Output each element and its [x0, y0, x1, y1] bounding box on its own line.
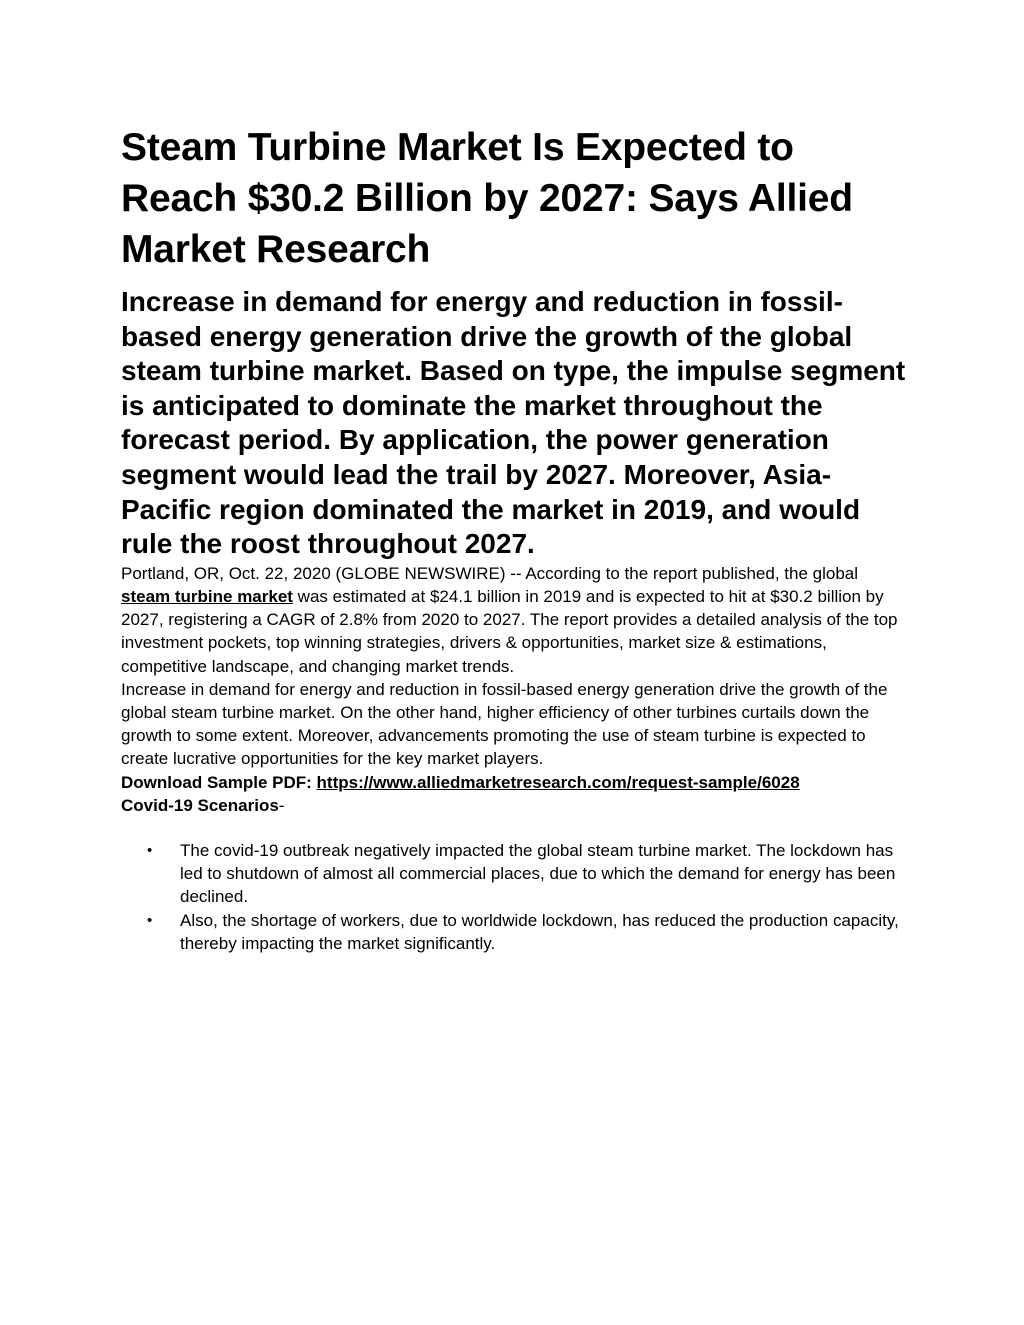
page-title: Steam Turbine Market Is Expected to Reach $30.2 Billion by 2027: Says Allied Market Research [121, 126, 853, 271]
list-item [147, 909, 900, 955]
download-label: Download Sample PDF: [121, 772, 317, 792]
covid-heading-text: Covid-19 Scenarios [121, 795, 279, 815]
download-sample-link[interactable]: https://www.alliedmarketresearch.com/request-sample/6028 [316, 772, 800, 792]
document-page [121, 122, 911, 955]
bullet-text: The covid-19 outbreak negatively impacted the global steam turbine market. The lockdown has led to shutdown of almost all commercial places, due to which the demand for energy has been declined. [180, 840, 896, 907]
covid-heading [121, 794, 906, 817]
download-sample-line [121, 771, 906, 794]
steam-turbine-market-link[interactable]: steam turbine market [121, 586, 293, 606]
list-item [147, 839, 900, 909]
article-subtitle: Increase in demand for energy and reduction in fossil-based energy generation drive the growth of the global steam turbine market. Based on type, the impulse segment is anticipated to dominate the market throughout the forecast period. By application, the power generation segment would lead the trail by 2027. Moreover, Asia-Pacific region dominated the market in 2019, and would rule the roost throughout 2027. [121, 286, 906, 560]
covid-bullet-list [121, 839, 911, 955]
intro-text-after-link: was estimated at $24.1 billion in 2019 and is expected to hit at $30.2 billion by 2027, registering a CAGR of 2.8% from 2020 to 2027. The report provides a detailed analysis of the top investment pockets, top winning strategies, drivers & opportunities, market size & estimations, competitive landscape, and changing market trends. [121, 586, 898, 676]
bullet-icon: • [147, 841, 153, 859]
intro-text-before-link: Portland, OR, Oct. 22, 2020 (GLOBE NEWSWIRE) -- According to the report published, the global [121, 563, 859, 583]
growth-paragraph: Increase in demand for energy and reduction in fossil-based energy generation drive the growth of the global steam turbine market. On the other hand, higher efficiency of other turbines curtails down the growth to some extent. Moreover, advancements promoting the use of steam turbine is expected to create lucrative opportunities for the key market players. [121, 679, 888, 769]
bullet-text: Also, the shortage of workers, due to worldwide lockdown, has reduced the production capacity, thereby impacting the market significantly. [180, 910, 899, 953]
bullet-icon: • [147, 911, 153, 929]
covid-heading-suffix: - [278, 795, 285, 815]
intro-paragraph [121, 562, 906, 678]
